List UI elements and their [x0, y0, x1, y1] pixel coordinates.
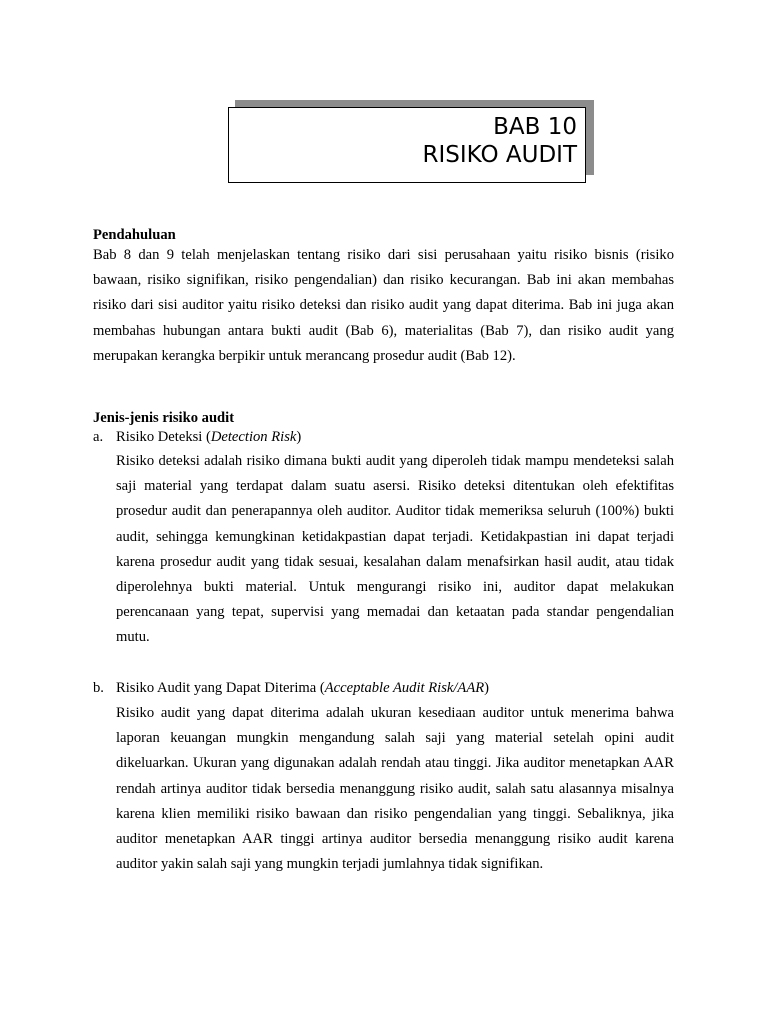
item-a-label-end: ): [296, 429, 302, 445]
item-a-body: Risiko deteksi adalah risiko dimana bukti audit yang diperoleh tidak mampu mendeteksi salah saji material yang terdapat dalam suatu asersi. Risiko deteksi ditentukan oleh efektifitas prosedur audit dan penerapannya oleh auditor. Auditor tidak memeriksa seluruh (100%) bukti audit, sehingga kemungkinan ketidakpastian dapat terjadi. Ketidakpastian ini dapat terjadi karena prosedur audit yang tidak sesuai, kesalahan dalam menafsirkan hasil audit, atau tidak diperolehnya bukti material. Untuk mengurangi risiko ini, auditor dapat melakukan perencanaan yang tepat, supervisi yang memadai dan ketaatan pada standar pengendalian mutu.: [116, 453, 674, 646]
item-b-label: Risiko Audit yang Dapat Diterima (: [116, 680, 325, 696]
item-b-heading: [93, 679, 489, 697]
item-b-label-italic: Acceptable Audit Risk/AAR: [324, 680, 485, 696]
chapter-number: BAB 10: [493, 114, 577, 140]
item-a-marker: a.: [93, 429, 104, 445]
intro-paragraph: Bab 8 dan 9 telah menjelaskan tentang risiko dari sisi perusahaan yaitu risiko bisnis (risiko bawaan, risiko signifikan, risiko pengendalian) dan risiko kecurangan. Bab ini akan membahas risiko dari sisi auditor yaitu risiko deteksi dan risiko audit yang dapat diterima. Bab ini juga akan membahas hubungan antara bukti audit (Bab 6), materialitas (Bab 7), dan risiko audit yang merupakan kerangka berpikir untuk merancang prosedur audit (Bab 12).: [93, 247, 674, 364]
types-heading: Jenis-jenis risiko audit: [93, 410, 235, 426]
intro-heading: Pendahuluan: [93, 227, 176, 243]
item-a-heading: [93, 428, 301, 446]
item-a-label-italic: Detection Risk: [210, 429, 297, 445]
item-b-label-end: ): [484, 680, 490, 696]
item-a-label: Risiko Deteksi (: [116, 429, 211, 445]
chapter-title: RISIKO AUDIT: [422, 142, 577, 168]
item-b-marker: b.: [93, 680, 104, 696]
chapter-title-box: [228, 107, 586, 183]
item-b-body: Risiko audit yang dapat diterima adalah ukuran kesediaan auditor untuk menerima bahwa laporan keuangan mungkin mengandung salah saji yang material setelah opini audit dikeluarkan. Ukuran yang digunakan adalah rendah atau tinggi. Jika auditor menetapkan AAR rendah artinya auditor tidak bersedia menanggung risiko audit, salah satu alasannya misalnya karena klien memiliki risiko bawaan dan risiko pengendalian yang tinggi. Sebaliknya, jika auditor menetapkan AAR tinggi artinya auditor bersedia menanggung risiko audit karena auditor yakin salah saji yang mungkin terjadi jumlahnya tidak signifikan.: [116, 705, 674, 873]
